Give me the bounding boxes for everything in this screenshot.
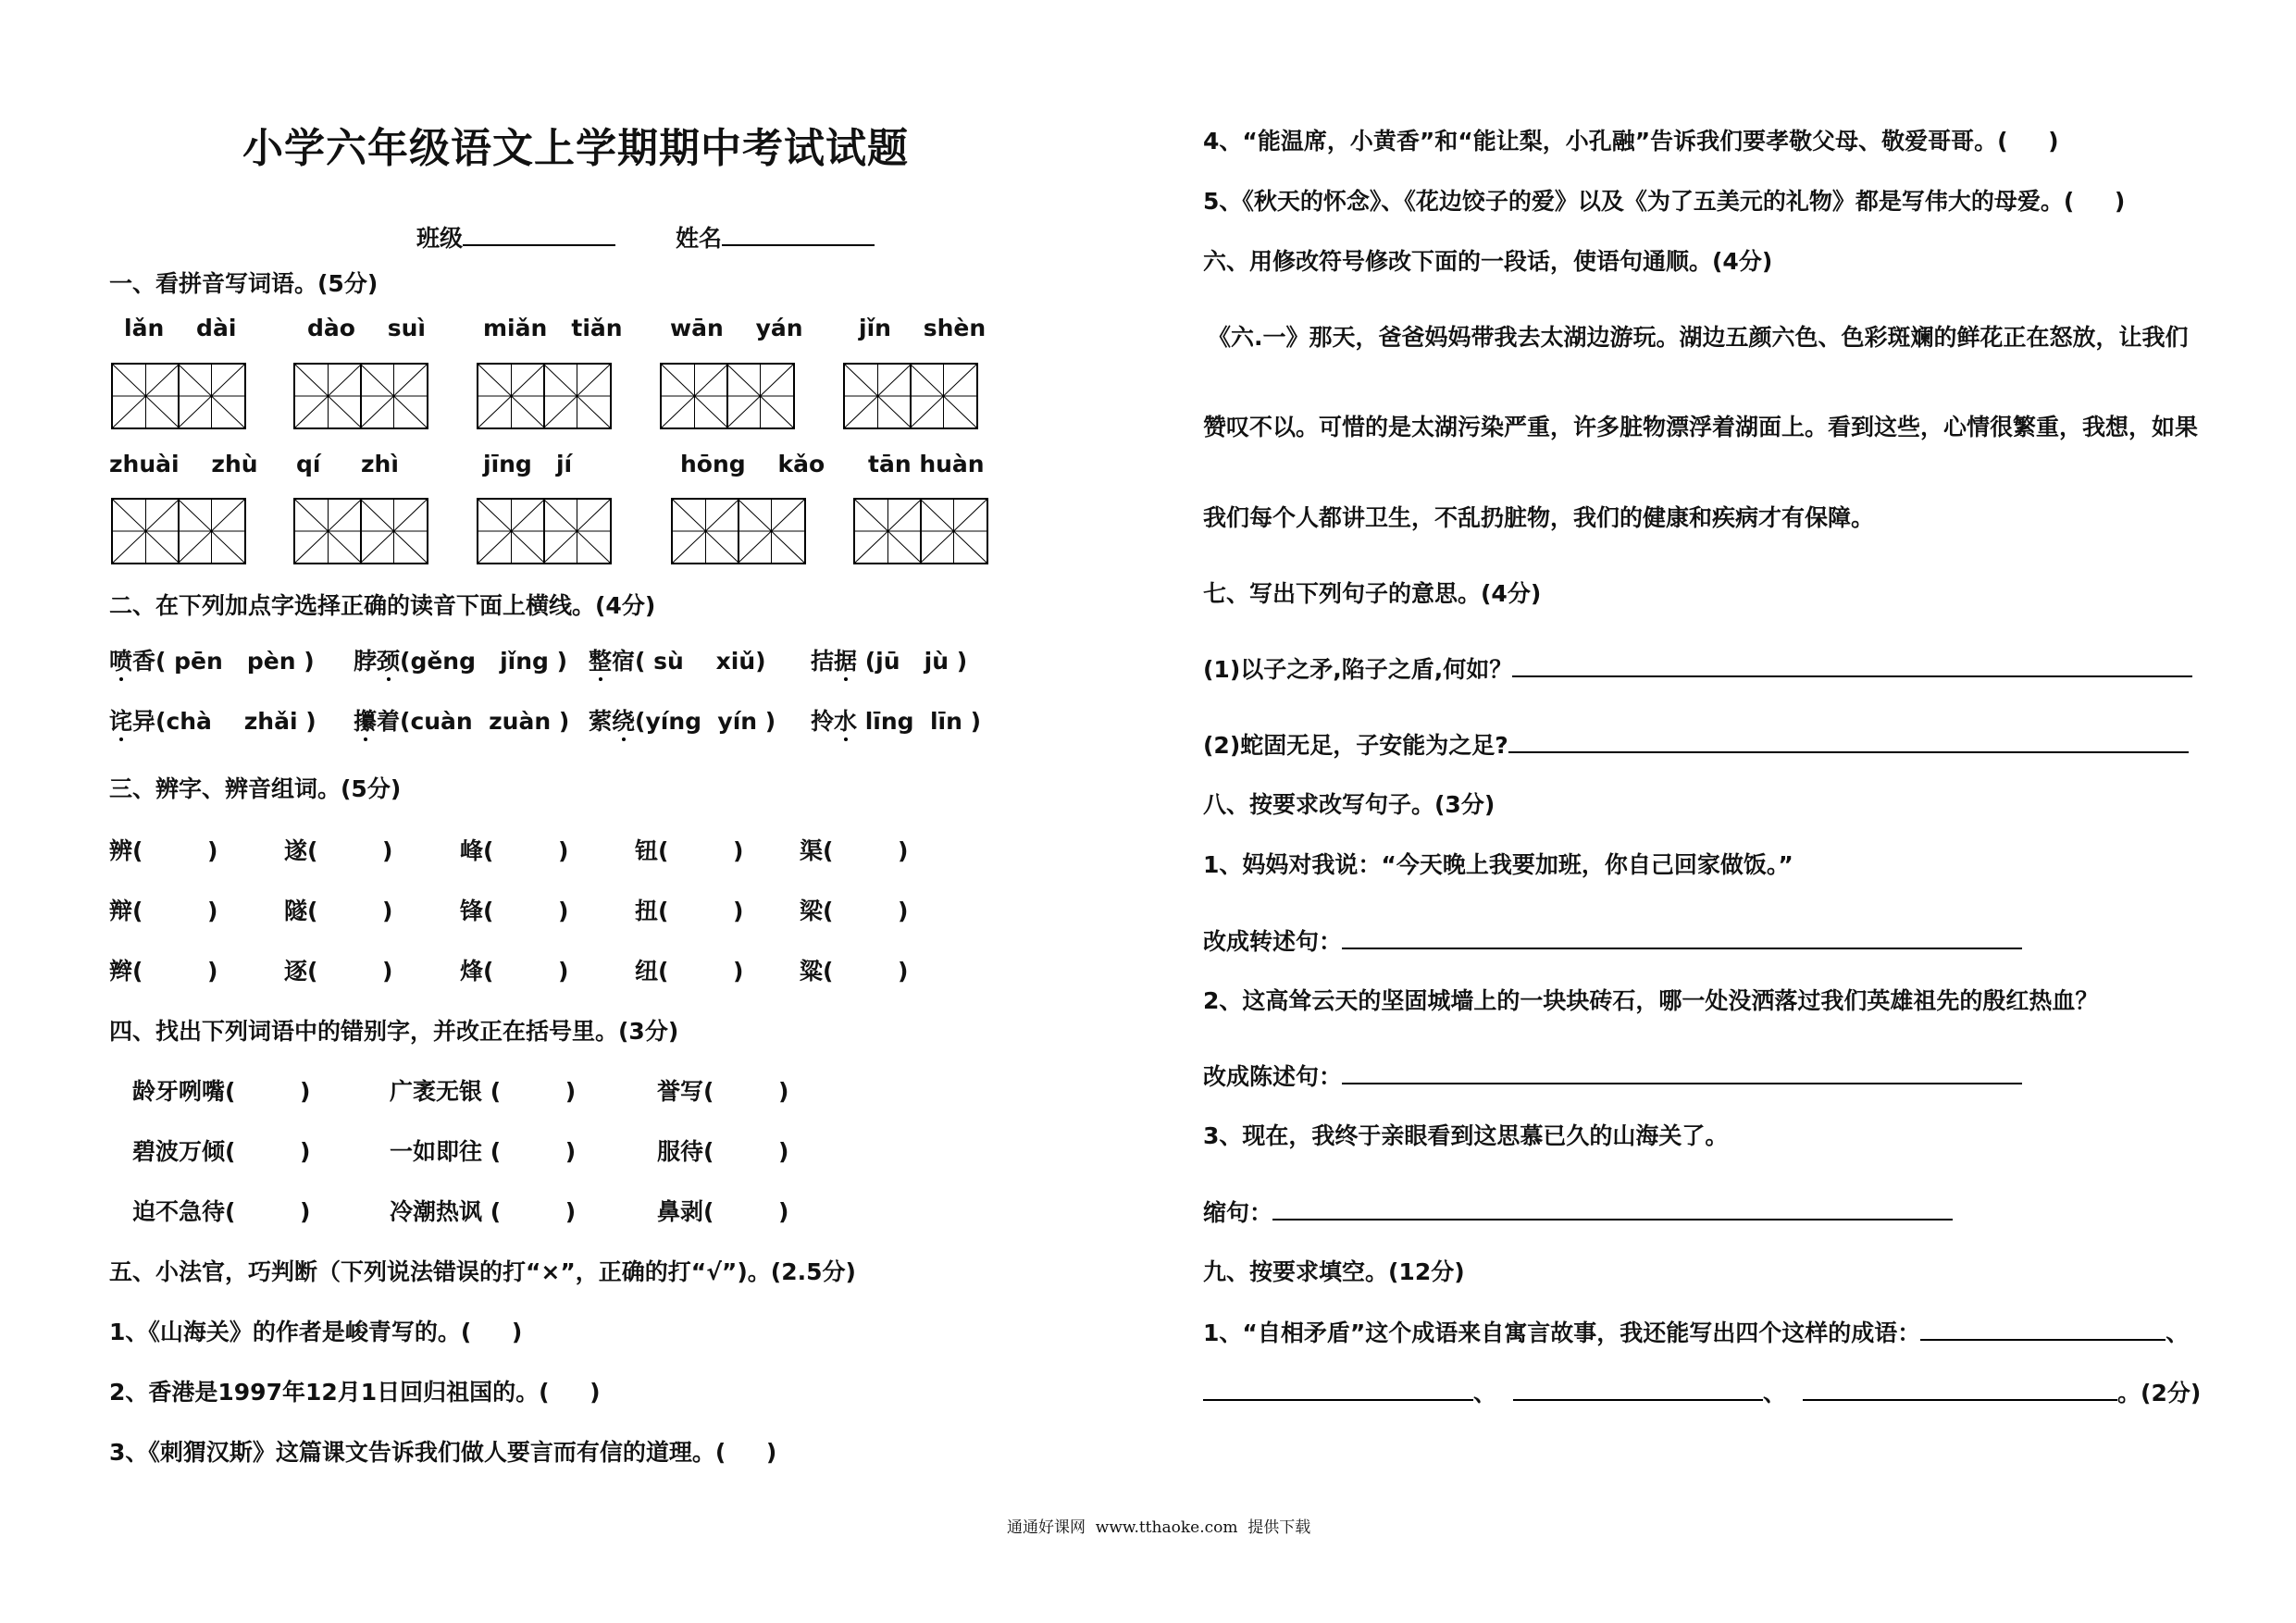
q4-heading: 四、找出下列词语中的错别字，并改正在括号里。(3分) bbox=[109, 1018, 679, 1045]
q5-item-3[interactable]: 3、《刺猬汉斯》这篇课文告诉我们做人要言而有信的道理。( ) bbox=[109, 1439, 777, 1466]
class-label: 班级 bbox=[416, 225, 464, 252]
pinyin-2-2: qí zhì bbox=[296, 451, 399, 477]
q2-dotted-char: 喷 bbox=[109, 648, 133, 675]
q2-item bbox=[109, 648, 315, 675]
q3-heading: 三、辨字、辨音组词。(5分) bbox=[109, 775, 402, 802]
q2-dotted-char: 攥 bbox=[354, 708, 378, 735]
q2-dotted-char: 颈 bbox=[377, 648, 401, 675]
q3-cell[interactable]: 辫( ) bbox=[109, 958, 218, 985]
q4-cell[interactable]: 迫不急待( ) bbox=[132, 1198, 311, 1225]
q9-sentence-1 bbox=[1203, 1319, 2189, 1347]
q2-options[interactable]: 异(chà zhǎi ) bbox=[132, 708, 316, 735]
q3-cell[interactable]: 辨( ) bbox=[109, 837, 218, 864]
q2-item bbox=[589, 708, 776, 736]
writing-grid[interactable] bbox=[293, 498, 428, 564]
q9-end: 。(2分) bbox=[2117, 1380, 2202, 1406]
q7-answer-1[interactable] bbox=[1512, 655, 2192, 677]
q8-answer-2-label: 改成陈述句： bbox=[1203, 1063, 1343, 1090]
writing-grid[interactable] bbox=[671, 498, 806, 564]
q9-blanks-row bbox=[1203, 1379, 2201, 1407]
q3-cell[interactable]: 锋( ) bbox=[460, 898, 569, 924]
q9-heading: 九、按要求填空。(12分) bbox=[1203, 1258, 1465, 1285]
pinyin-2-3: jīng jí bbox=[483, 451, 573, 477]
q6-line-3: 我们每个人都讲卫生，不乱扔脏物，我们的健康和疾病才有保障。 bbox=[1203, 504, 1875, 531]
pinyin-1-2: dào suì bbox=[307, 315, 427, 341]
q9-sep: 、 bbox=[1473, 1380, 1497, 1406]
name-label: 姓名 bbox=[676, 225, 723, 252]
grid-guides bbox=[845, 365, 976, 427]
q2-item bbox=[811, 708, 981, 736]
pinyin-1-3: miǎn tiǎn bbox=[483, 315, 623, 341]
q5-item-1[interactable]: 1、《山海关》的作者是峻青写的。( ) bbox=[109, 1319, 523, 1345]
q6-heading: 六、用修改符号修改下面的一段话，使语句通顺。(4分) bbox=[1203, 248, 1773, 275]
q2-item bbox=[109, 708, 316, 736]
q2-options[interactable]: līng līn ) bbox=[857, 708, 982, 735]
q7-item-1-text: (1)以子之矛,陷子之盾,何如？ bbox=[1203, 656, 1513, 683]
q2-item bbox=[811, 648, 967, 675]
q2-dotted-char: 诧 bbox=[109, 708, 133, 735]
q8-answer-1-row bbox=[1203, 927, 2022, 956]
q2-pre: 拎 bbox=[811, 708, 835, 735]
q7-answer-2[interactable] bbox=[1508, 731, 2189, 753]
q6-line-1: 《六.一》那天，爸爸妈妈带我去太湖边游玩。湖边五颜六色、色彩斑斓的鲜花正在怒放，让我们 bbox=[1208, 324, 2189, 351]
q2-item bbox=[354, 648, 567, 675]
q2-item bbox=[589, 648, 766, 675]
q4-cell[interactable]: 誉写( ) bbox=[657, 1078, 789, 1105]
q8-answer-3-row bbox=[1203, 1198, 1953, 1227]
class-blank[interactable] bbox=[463, 224, 615, 246]
q7-item-2 bbox=[1203, 731, 2189, 760]
q8-sentence-3: 3、现在，我终于亲眼看到这思慕已久的山海关了。 bbox=[1203, 1122, 1729, 1149]
page-title: 小学六年级语文上学期期中考试试题 bbox=[242, 125, 909, 172]
q2-pre: 拮 bbox=[811, 648, 835, 675]
grid-guides bbox=[113, 365, 244, 427]
q4-cell[interactable]: 龄牙咧嘴( ) bbox=[132, 1078, 311, 1105]
grid-guides bbox=[113, 500, 244, 563]
q8-sentence-2: 2、这高耸云天的坚固城墙上的一块块砖石，哪一处没洒落过我们英雄祖先的殷红热血？ bbox=[1203, 987, 2099, 1014]
pinyin-2-4: hōng kǎo bbox=[680, 451, 825, 477]
q3-cell[interactable]: 渠( ) bbox=[800, 837, 909, 864]
q8-answer-2[interactable] bbox=[1342, 1062, 2022, 1084]
q3-cell[interactable]: 粱( ) bbox=[800, 958, 909, 985]
q3-cell[interactable]: 钮( ) bbox=[635, 837, 744, 864]
q2-dotted-char: 绕 bbox=[612, 708, 636, 735]
q9-blank-2[interactable] bbox=[1203, 1379, 1473, 1401]
q9-text: 1、“自相矛盾”这个成语来自寓言故事，我还能写出四个这样的成语： bbox=[1203, 1319, 1921, 1346]
grid-guides bbox=[478, 500, 610, 563]
q2-options[interactable]: (yíng yín ) bbox=[635, 708, 776, 735]
q8-answer-2-row bbox=[1203, 1062, 2022, 1091]
q2-dotted-char: 水 bbox=[834, 708, 858, 735]
writing-grid[interactable] bbox=[111, 363, 246, 429]
grid-guides bbox=[662, 365, 793, 427]
q2-options[interactable]: (gěng jǐng ) bbox=[400, 648, 568, 675]
writing-grid[interactable] bbox=[477, 363, 612, 429]
q9-sep: 、 bbox=[1763, 1380, 1787, 1406]
q2-options[interactable]: 着(cuàn zuàn ) bbox=[377, 708, 570, 735]
q3-cell[interactable]: 扭( ) bbox=[635, 898, 744, 924]
q3-cell[interactable]: 隧( ) bbox=[284, 898, 393, 924]
q9-sep: 、 bbox=[2166, 1319, 2190, 1346]
q6-line-2: 赞叹不以。可惜的是太湖污染严重，许多脏物漂浮着湖面上。看到这些，心情很繁重，我想，如果 bbox=[1203, 414, 2199, 440]
q3-cell[interactable]: 遂( ) bbox=[284, 837, 393, 864]
q3-cell[interactable]: 梁( ) bbox=[800, 898, 909, 924]
q9-blank-3[interactable] bbox=[1513, 1379, 1763, 1401]
pinyin-1-1: lǎn dài bbox=[124, 315, 237, 341]
q2-dotted-char: 据 bbox=[834, 648, 858, 675]
q2-dotted-char: 整 bbox=[589, 648, 613, 675]
name-field bbox=[676, 224, 875, 253]
q3-cell[interactable]: 纽( ) bbox=[635, 958, 744, 985]
q3-cell[interactable]: 逐( ) bbox=[284, 958, 393, 985]
q5-heading: 五、小法官，巧判断（下列说法错误的打“×”，正确的打“√”)。(2.5分) bbox=[109, 1258, 856, 1285]
pinyin-1-4: wān yán bbox=[670, 315, 803, 341]
pinyin-1-5: jǐn shèn bbox=[859, 315, 987, 341]
q5-item-2[interactable]: 2、香港是1997年12月1日回归祖国的。( ) bbox=[109, 1379, 601, 1406]
grid-guides bbox=[295, 500, 427, 563]
q5-item-4[interactable]: 4、“能温席，小黄香”和“能让梨，小孔融”告诉我们要孝敬父母、敬爱哥哥。( ) bbox=[1203, 128, 2059, 155]
q8-answer-1[interactable] bbox=[1342, 927, 2022, 949]
q4-cell[interactable]: 鼻剥( ) bbox=[657, 1198, 789, 1225]
q3-cell[interactable]: 峰( ) bbox=[460, 837, 569, 864]
writing-grid[interactable] bbox=[293, 363, 428, 429]
q2-heading: 二、在下列加点字选择正确的读音下面上横线。(4分) bbox=[109, 592, 656, 619]
q4-cell[interactable]: 一如即往 ( ) bbox=[390, 1138, 577, 1165]
q2-options[interactable]: 宿( sù xiǔ) bbox=[612, 648, 766, 675]
writing-grid[interactable] bbox=[853, 498, 988, 564]
q7-item-1 bbox=[1203, 655, 2192, 684]
q2-options[interactable]: (jū jù ) bbox=[857, 648, 968, 675]
q8-answer-3[interactable] bbox=[1272, 1198, 1953, 1220]
q8-heading: 八、按要求改写句子。(3分) bbox=[1203, 791, 1496, 818]
q2-pre: 萦 bbox=[589, 708, 613, 735]
name-blank[interactable] bbox=[722, 224, 875, 246]
q4-cell[interactable]: 冷潮热讽 ( ) bbox=[390, 1198, 577, 1225]
grid-guides bbox=[295, 365, 427, 427]
grid-guides bbox=[855, 500, 987, 563]
q1-heading: 一、看拼音写词语。(5分) bbox=[109, 270, 379, 297]
footer-credit: 通通好课网 www.tthaoke.com 提供下载 bbox=[1007, 1518, 1311, 1537]
pinyin-2-5: tān huàn bbox=[868, 451, 985, 477]
q5-item-5[interactable]: 5、《秋天的怀念》、《花边饺子的爱》以及《为了五美元的礼物》都是写伟大的母爱。( ) bbox=[1203, 188, 2126, 215]
q8-answer-1-label: 改成转述句： bbox=[1203, 928, 1343, 955]
q8-sentence-1: 1、妈妈对我说：“今天晚上我要加班，你自己回家做饭。” bbox=[1203, 851, 1793, 878]
q2-item bbox=[354, 708, 569, 736]
pinyin-2-1: zhuài zhù bbox=[109, 451, 258, 477]
q3-cell[interactable]: 烽( ) bbox=[460, 958, 569, 985]
q9-blank-4[interactable] bbox=[1803, 1379, 2117, 1401]
q4-cell[interactable]: 服待( ) bbox=[657, 1138, 789, 1165]
q9-blank-1[interactable] bbox=[1920, 1319, 2166, 1341]
q2-pre: 脖 bbox=[354, 648, 378, 675]
q4-cell[interactable]: 碧波万倾( ) bbox=[132, 1138, 311, 1165]
writing-grid[interactable] bbox=[111, 498, 246, 564]
writing-grid[interactable] bbox=[843, 363, 978, 429]
writing-grid[interactable] bbox=[477, 498, 612, 564]
grid-guides bbox=[478, 365, 610, 427]
q7-item-2-text: (2)蛇固无足，子安能为之足? bbox=[1203, 732, 1508, 759]
q2-options[interactable]: 香( pēn pèn ) bbox=[132, 648, 315, 675]
grid-guides bbox=[673, 500, 804, 563]
q7-heading: 七、写出下列句子的意思。(4分) bbox=[1203, 580, 1542, 607]
q8-answer-3-label: 缩句： bbox=[1203, 1199, 1273, 1226]
q3-cell[interactable]: 辩( ) bbox=[109, 898, 218, 924]
class-field bbox=[416, 224, 615, 253]
writing-grid[interactable] bbox=[660, 363, 795, 429]
q4-cell[interactable]: 广袤无银 ( ) bbox=[390, 1078, 577, 1105]
